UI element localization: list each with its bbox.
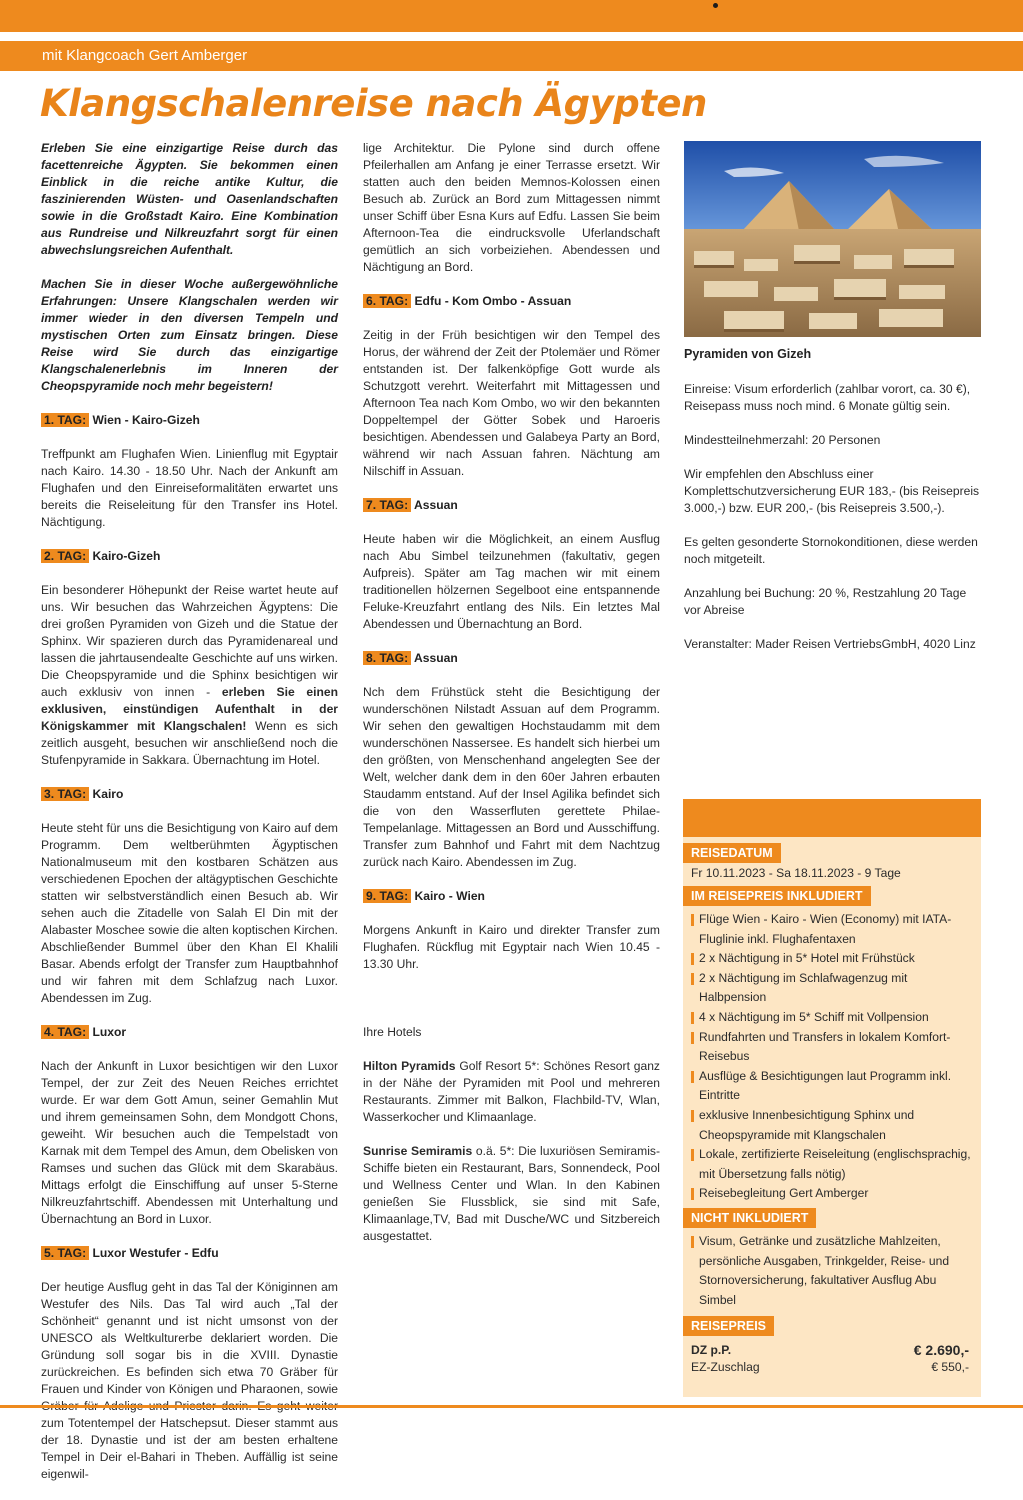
day-number: 4. TAG: (41, 1025, 89, 1039)
price-ez-label: EZ-Zuschlag (691, 1360, 760, 1375)
day-section (41, 548, 338, 769)
hotel-name: Hilton Pyramids (363, 1059, 456, 1073)
not-included-label: NICHT INKLUDIERT (683, 1208, 816, 1228)
day-number: 5. TAG: (41, 1246, 89, 1260)
pyramids-photo (684, 141, 981, 337)
day-section (363, 293, 660, 480)
info-paragraph: Veranstalter: Mader Reisen VertriebsGmbH, 4020 Linz (684, 637, 976, 651)
info-paragraph: Anzahlung bei Buchung: 20 %, Restzahlung 20 Tage vor Abreise (684, 586, 967, 617)
included-item: 2 x Nächtigung in 5* Hotel mit Frühstück (691, 949, 975, 969)
price-label: REISEPREIS (683, 1316, 774, 1336)
column-1 (41, 140, 338, 1500)
day-section (363, 650, 660, 871)
page-title: Klangschalenreise nach Ägypten (40, 82, 707, 125)
price-dz-label: DZ p.P. (691, 1343, 732, 1358)
day-title: Wien - Kairo-Gizeh (92, 413, 200, 427)
day-text: Treffpunkt am Flughafen Wien. Linienflug mit Egyptair nach Kairo. 14.30 - 18.50 Uhr. Nach der Ankunft am Flughafen und den Einreiseformalitäten erwartet uns bereits die Reiseleitung für den Transfer ins Hotel. Nächtigung. (41, 447, 338, 529)
day-text: Nch dem Frühstück steht die Besichtigung der wunderschönen Nilstadt Assuan auf dem Programm. Wir sehen den gewaltigen Hochstaudamm mit dem wunderschönen Nassersee. Es handelt sich hierbei um den größten, von Menschenhand angelegten See der Welt, welcher dank dem in den 60er Jahren erbauten Staudamm entstand. Auf der Insel Agilika befindet sich die von den Wasserfluten gerettete Philae-Tempelanlage. Mittagessen an Bord und Ausschiffung. Transfer zum Bahnhof und Fahrt mit dem Nachtzug zurück nach Kairo. Abendessen im Zug. (363, 685, 660, 869)
hotel-entry (363, 1143, 660, 1245)
subtitle: mit Klangcoach Gert Amberger (42, 47, 248, 64)
day-number: 7. TAG: (363, 498, 411, 512)
bottom-rule (0, 1405, 1023, 1408)
day-text-continuation: lige Architektur. Die Pylone sind durch offene Pfeilerhallen am Anfang je einer Terrasse ersetzt. Wir statten auch den beiden Memnos-Kolossen einen Besuch ab. Zurück an Bord zum Mittagessen nimmt unser Schiff über Esna Kurs auf Edfu. Lassen Sie beim Afternoon-Tea die eindrucksvolle Uferlandschaft gemütlich an sich vorbeiziehen. Abendessen und Nächtigung an Bord. (363, 141, 660, 274)
info-paragraph: Mindestteilnehmerzahl: 20 Personen (684, 433, 881, 447)
day-title: Edfu - Kom Ombo - Assuan (414, 294, 572, 308)
date-label: REISEDATUM (683, 843, 781, 863)
day-section (41, 1024, 338, 1228)
booking-box (683, 799, 981, 1397)
info-paragraph: Einreise: Visum erforderlich (zahlbar vorort, ca. 30 €), Reisepass muss noch mind. 6 Monate gültig sein. (684, 382, 971, 413)
date-value: Fr 10.11.2023 - Sa 18.11.2023 - 9 Tage (691, 866, 901, 880)
day-highlight: erleben Sie einen exklusiven, einstündigen Aufenthalt in der Königskammer mit Klangschalen! (41, 685, 338, 733)
info-paragraph: Es gelten gesonderte Stornokonditionen, diese werden noch mitgeteilt. (684, 535, 978, 566)
day-number: 2. TAG: (41, 549, 89, 563)
not-included-list (683, 1232, 981, 1310)
day-text: Zeitig in der Früh besichtigen wir den Tempel des Horus, der während der Zeit der Ptolemäer und Römer entstanden ist. Der falkenköpfige Gott wurde als Schutzgott verehrt. Weiterfahrt mit Mittagessen und Afternoon Tea nach Kom Ombo, wo wir den bekannten Doppeltempel der Götter Sobek und Haroeris besichtigen. Abendessen und Galabeya Party an Bord, während wir nach Assuan fahren. Nächtung am Nilschiff in Assuan. (363, 328, 660, 478)
included-item: 4 x Nächtigung im 5* Schiff mit Vollpension (691, 1008, 975, 1028)
price-row-dz (683, 1342, 981, 1359)
day-title: Kairo-Gizeh (92, 549, 161, 563)
day-text: Nach der Ankunft in Luxor besichtigen wir den Luxor Tempel, der zur Zeit des Neuen Reiches errichtet wurde. Er war dem Gott Amun, seiner Gemahlin Mut und ihrem gemeinsamen Sohn, dem Mondgott Chons, geweiht. Wir besuchen auch die Tempelstadt von Karnak mit dem Tempel des Amun, dem Obelisken von Ramses und suchen das Glück mit dem Skarabäus. Mittags erfolgt die Einschiffung auf unser 5-Sterne Nilkreuzfahrtschiff. Abendessen mit Unterhaltung und Übernachtung an Bord in Luxor. (41, 1059, 338, 1226)
day-section (41, 1245, 338, 1483)
price-row-ez (683, 1359, 981, 1376)
info-column (684, 381, 982, 670)
day-text: Morgens Ankunft in Kairo und direkter Transfer zum Flughafen. Rückflug mit Egyptair nach Wien 10.45 - 13.30 Uhr. (363, 923, 660, 971)
included-item: Rundfahrten und Transfers in lokalem Komfort-Reisebus (691, 1028, 975, 1067)
top-banner (0, 0, 1023, 32)
day-section (363, 888, 660, 973)
intro-paragraph: Machen Sie in dieser Woche außergewöhnliche Erfahrungen: Unsere Klangschalen werden wir immer wieder in den diversen Tempeln und mystischen Orten zum Einsatz bringen. Diese Reise wird Sie durch das einzigartige Klangschalenerlebnis im Inneren der Cheopspyramide noch mehr begeistern! (41, 277, 338, 393)
column-2 (363, 140, 660, 1262)
day-text: Der heutige Ausflug geht in das Tal der Königinnen am Westufer des Nils. Das Tal wird auch „Tal der Schönheit“ genannt und ist nicht umsonst von der UNESCO als Weltkulturerbe deklariert worden. Die Gründung soll sogar bis in die XVIII. Dynastie zurückreichen. Es befinden sich etwa 70 Gräber für Frauen und Kinder von Königen und Pharaonen, sowie zum Totentempel der Hatschepsut. Dieser stammt aus der 18. Dynastie und ist der am besten erhaltene Tempel in Deir el-Bahari in Theben. Auffällig ist seine eigenwil- (41, 1280, 338, 1481)
day-title: Kairo (92, 787, 124, 801)
day-section (363, 497, 660, 633)
price-ez-value: € 550,- (931, 1360, 969, 1375)
day-text-2: Wenn es sich zeitlich ausgeht, besuchen wir anschließend noch die Stufenpyramide in Sakkara. Übernachtung im Hotel. (41, 719, 338, 767)
hotel-entry (363, 1058, 660, 1126)
day-section (41, 786, 338, 1007)
info-paragraph: Wir empfehlen den Abschluss einer Komplettschutzversicherung EUR 183,- (bis Reisepreis 3.000,-) bzw. EUR 200,- (bis Reisepreis 3.500,-). (684, 467, 980, 515)
day-title: Assuan (414, 498, 458, 512)
top-dot (713, 3, 718, 8)
price-dz-value: € 2.690,- (913, 1342, 969, 1359)
day-section (41, 412, 338, 531)
not-included-item: Visum, Getränke und zusätzliche Mahlzeiten, persönliche Ausgaben, Trinkgelder, Reise- und Stornoversicherung, fakultativer Ausflug Abu Simbel (691, 1232, 975, 1310)
hotel-name: Sunrise Semiramis (363, 1144, 473, 1158)
day-title: Kairo - Wien (414, 889, 485, 903)
subtitle-bar (0, 41, 1023, 71)
day-text: Ein besonderer Höhepunkt der Reise wartet heute auf uns. Wir besuchen das Wahrzeichen Ägyptens: Die drei großen Pyramiden von Gizeh und die Statue der Sphinx. Wir spazieren durch das Pyramidenareal und lassen die jahrtausendealte Geschichte auf uns wirken. Die Cheopspyramide und die Sphinx besichtigen wir auch exklusiv von innen - (41, 583, 338, 699)
included-item: Ausflüge & Besichtigungen laut Programm inkl. Eintritte (691, 1067, 975, 1106)
day-number: 1. TAG: (41, 413, 89, 427)
day-number: 8. TAG: (363, 651, 411, 665)
included-item: 2 x Nächtigung im Schlafwagenzug mit Halbpension (691, 969, 975, 1008)
day-title: Luxor (92, 1025, 127, 1039)
day-text: Heute steht für uns die Besichtigung von Kairo auf dem Programm. Dem weltberühmten Ägyptischen Nationalmuseum mit den kostbaren Schätzen aus verschiedenen Epochen der altägyptischen Geschichte statten wir selbstverständlich einen Besuch ab. Wir sehen auch die Zitadelle von Salah El Din mit der Alabaster Moschee sowie die alten koptischen Kirchen. Abschließender Bummel über den Khan El Khalili Basar. Abends erfolgt der Transfer zum Hauptbahnhof und wir fahren mit dem Schlafzug nach Luxor. Abendessen im Zug. (41, 821, 338, 1005)
day-text: Heute haben wir die Möglichkeit, an einem Ausflug nach Abu Simbel teilzunehmen (fakultativ, gegen Aufpreis). Später am Tag machen wir mit einem traditionellen hölzernen Segelboot eine entspannende Feluke-Kreuzfahrt entlang des Nils. Ein letztes Mal Abendessen und Übernachtung an Bord. (363, 532, 660, 631)
included-item: Reisebegleitung Gert Amberger (691, 1184, 975, 1204)
hotel-description: Golf Resort 5*: Schönes Resort ganz in der Nähe der Pyramiden mit Pool und mehreren Restaurants. Zimmer mit Balkon, Flachbild-TV, Wlan, Wasserkocher und Klimaanlage. (363, 1059, 660, 1124)
photo-caption: Pyramiden von Gizeh (684, 347, 812, 361)
hotels-heading: Ihre Hotels (363, 1025, 422, 1039)
day-title: Assuan (414, 651, 458, 665)
intro-paragraph: Erleben Sie eine einzigartige Reise durch das facettenreiche Ägypten. Sie bekommen einen Einblick in die reiche antike Kultur, die faszinierenden Wüsten- und Oasenlandschaften sowie in die Großstadt Kairo. Eine Kombination aus Rundreise und Nilkreuzfahrt sorgt für einen abwechslungsreichen Aufenthalt. (41, 141, 338, 257)
included-item: Flüge Wien - Kairo - Wien (Economy) mit IATA-Fluglinie inkl. Flughafentaxen (691, 910, 975, 949)
box-header-bar (683, 799, 981, 837)
included-label: IM REISEPREIS INKLUDIERT (683, 886, 871, 906)
day-title: Luxor Westufer - Edfu (92, 1246, 219, 1260)
day-number: 6. TAG: (363, 294, 411, 308)
included-item: exklusive Innenbesichtigung Sphinx und Cheopspyramide mit Klangschalen (691, 1106, 975, 1145)
hotel-description: o.ä. 5*: Die luxuriösen Semiramis-Schiffe bieten ein Restaurant, Bars, Sonnendeck, Pool und Wellness Center und Wlan. In den Kabinen genießen Sie Flussblick, sie sind mit Safe, Klimaanlage,TV, Bad mit Dusche/WC und Sitzbereich ausgestattet. (363, 1144, 660, 1243)
day-number: 3. TAG: (41, 787, 89, 801)
included-list (683, 910, 981, 1204)
included-item: Lokale, zertifizierte Reiseleitung (englischsprachig, mit Übersetzung falls nötig) (691, 1145, 975, 1184)
day-number: 9. TAG: (363, 889, 411, 903)
